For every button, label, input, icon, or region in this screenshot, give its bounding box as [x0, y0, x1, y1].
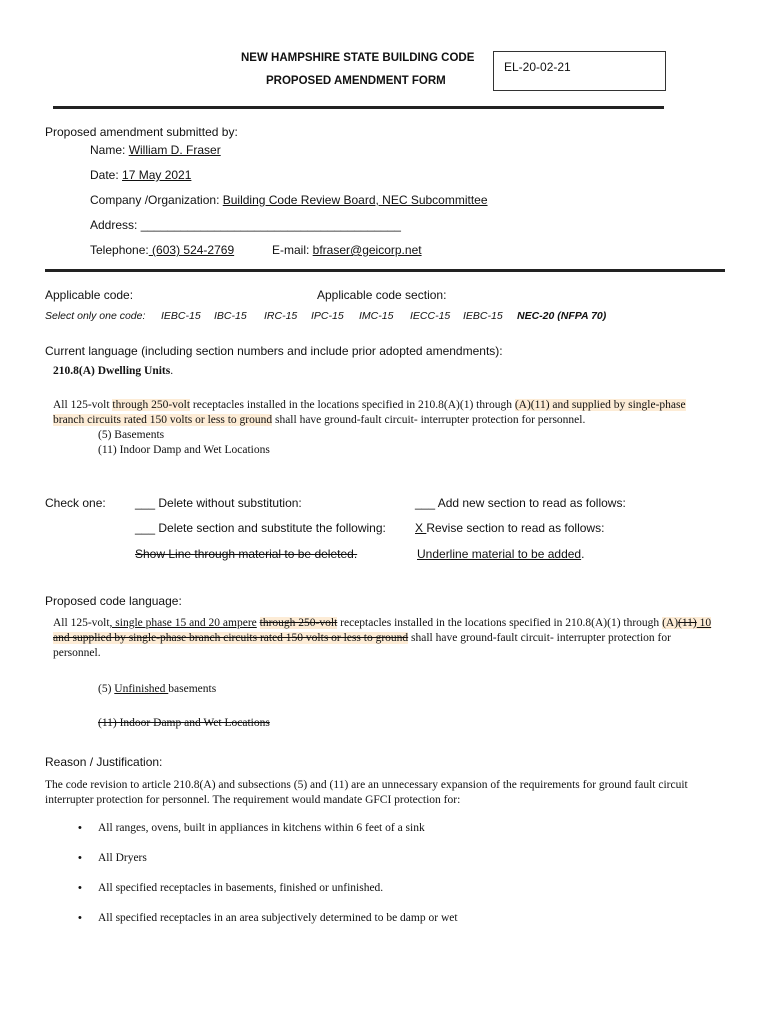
- code-option[interactable]: IMC-15: [359, 310, 394, 322]
- revise-check-mark: X: [415, 521, 427, 535]
- email-label: E-mail:: [272, 243, 313, 257]
- proposed-paragraph: [53, 616, 718, 661]
- option-delete-and-substitute[interactable]: ___ Delete section and substitute the following:: [135, 521, 386, 535]
- proposed-item-11: (11) Indoor Damp and Wet Locations: [98, 717, 270, 729]
- date-row: [90, 168, 191, 182]
- proposed-added: , single phase 15 and 20 ampere: [109, 617, 257, 629]
- code-option-selected[interactable]: NEC-20 (NFPA 70): [517, 310, 607, 322]
- form-id-box: [493, 51, 666, 91]
- proposed-heading: Proposed code language:: [45, 594, 182, 608]
- reason-bullet: All ranges, ovens, built in appliances in kitchens within 6 feet of a sink: [98, 822, 425, 834]
- email-row: [272, 243, 422, 257]
- proposed-text: receptacles installed in the locations specified in 210.8(A)(1) through: [337, 617, 663, 629]
- option-revise-section[interactable]: [415, 521, 604, 535]
- address-label: Address:: [90, 218, 141, 232]
- address-value: _______________________________________: [140, 218, 401, 232]
- company-label: Company /Organization:: [90, 193, 223, 207]
- applicable-section-label: Applicable code section:: [317, 288, 447, 302]
- proposed-highlight: (A): [662, 617, 679, 629]
- check-one-label: Check one:: [45, 496, 106, 510]
- code-option[interactable]: IRC-15: [264, 310, 298, 322]
- current-item-5: (5) Basements: [98, 429, 165, 441]
- section-title-end: .: [170, 365, 174, 377]
- code-option[interactable]: IEBC-15: [463, 310, 503, 322]
- company-value: Building Code Review Board, NEC Subcommittee: [222, 193, 488, 207]
- proposed-text: shall have ground-fault circuit- interrupter protection for personnel.: [53, 632, 671, 659]
- proposed-added: 10: [696, 617, 712, 629]
- company-row: [90, 193, 488, 207]
- current-language-heading: Current language (including section numbers and include prior adopted amendments):: [45, 344, 503, 358]
- code-option[interactable]: IEBC-15: [161, 310, 201, 322]
- current-paragraph: [53, 398, 713, 428]
- current-text: All 125-volt: [53, 399, 113, 411]
- telephone-value: (603) 524-2769: [148, 243, 235, 257]
- date-value: 17 May 2021: [122, 168, 192, 182]
- proposed-deleted: (11): [678, 617, 697, 629]
- current-highlight: through 250-volt: [112, 399, 191, 411]
- reason-bullet: All Dryers: [98, 852, 147, 864]
- current-text: shall have ground-fault circuit- interrupter protection for personnel.: [272, 414, 586, 426]
- date-label: Date:: [90, 168, 123, 182]
- current-section-title: [53, 365, 173, 377]
- name-row: [90, 143, 221, 157]
- option-delete-without-substitution[interactable]: ___ Delete without substitution:: [135, 496, 302, 510]
- current-text: receptacles installed in the locations specified in 210.8(A)(1) through: [190, 399, 515, 411]
- reason-bullet: All specified receptacles in an area subjectively determined to be damp or wet: [98, 912, 458, 924]
- bullet-icon: •: [78, 822, 82, 834]
- strikethrough-instruction: Show Line through material to be deleted.: [135, 547, 358, 561]
- submitter-divider: [45, 269, 725, 272]
- reason-bullet: All specified receptacles in basements, finished or unfinished.: [98, 882, 384, 894]
- reason-paragraph: The code revision to article 210.8(A) and subsections (5) and (11) are an unnecessary expansion of the requirements for ground fault circuit interrupter protection for personnel. The requirement would mandate GFCI protection for:: [45, 779, 688, 806]
- underline-note-text: Underline material to be added: [417, 547, 582, 561]
- bullet-icon: •: [78, 882, 82, 894]
- select-label: Select only one code:: [45, 310, 146, 322]
- name-value: William D. Fraser: [128, 143, 221, 157]
- item5-added: Unfinished: [114, 683, 169, 695]
- telephone-row: [90, 243, 234, 257]
- proposed-deleted: through 250-volt: [259, 617, 338, 629]
- bullet-icon: •: [78, 852, 82, 864]
- address-row: [90, 218, 401, 232]
- reason-heading: Reason / Justification:: [45, 755, 163, 769]
- form-id: EL-20-02-21: [504, 60, 571, 74]
- item5-text: basements: [168, 683, 217, 695]
- code-option[interactable]: IPC-15: [311, 310, 344, 322]
- header-divider: [53, 106, 664, 109]
- name-label: Name:: [90, 143, 129, 157]
- current-item-11: (11) Indoor Damp and Wet Locations: [98, 444, 270, 456]
- current-highlight: (A)(11) and supplied by single-phase branch circuits rated 150 volts or less to ground: [53, 399, 686, 426]
- section-title-text: 210.8(A) Dwelling Units: [53, 365, 171, 377]
- item5-number: (5): [98, 683, 115, 695]
- code-option[interactable]: IBC-15: [214, 310, 247, 322]
- option-add-new-section[interactable]: ___ Add new section to read as follows:: [415, 496, 626, 510]
- proposed-text: All 125-volt: [53, 617, 110, 629]
- bullet-icon: •: [78, 912, 82, 924]
- code-option[interactable]: IECC-15: [410, 310, 451, 322]
- code-select-row: [45, 310, 145, 322]
- email-value: bfraser@geicorp.net: [312, 243, 422, 257]
- underline-note-end: .: [581, 547, 585, 561]
- revise-label: Revise section to read as follows:: [426, 521, 605, 535]
- form-subtitle: PROPOSED AMENDMENT FORM: [266, 75, 446, 87]
- proposed-deleted: and supplied by single-phase branch circuits rated 150 volts or less to ground: [53, 632, 409, 644]
- telephone-label: Telephone:: [90, 243, 149, 257]
- underline-instruction: [417, 547, 584, 561]
- applicable-code-label: Applicable code:: [45, 288, 134, 302]
- submitter-intro: Proposed amendment submitted by:: [45, 125, 238, 139]
- proposed-item-5: [98, 683, 216, 695]
- form-title: NEW HAMPSHIRE STATE BUILDING CODE: [241, 52, 475, 64]
